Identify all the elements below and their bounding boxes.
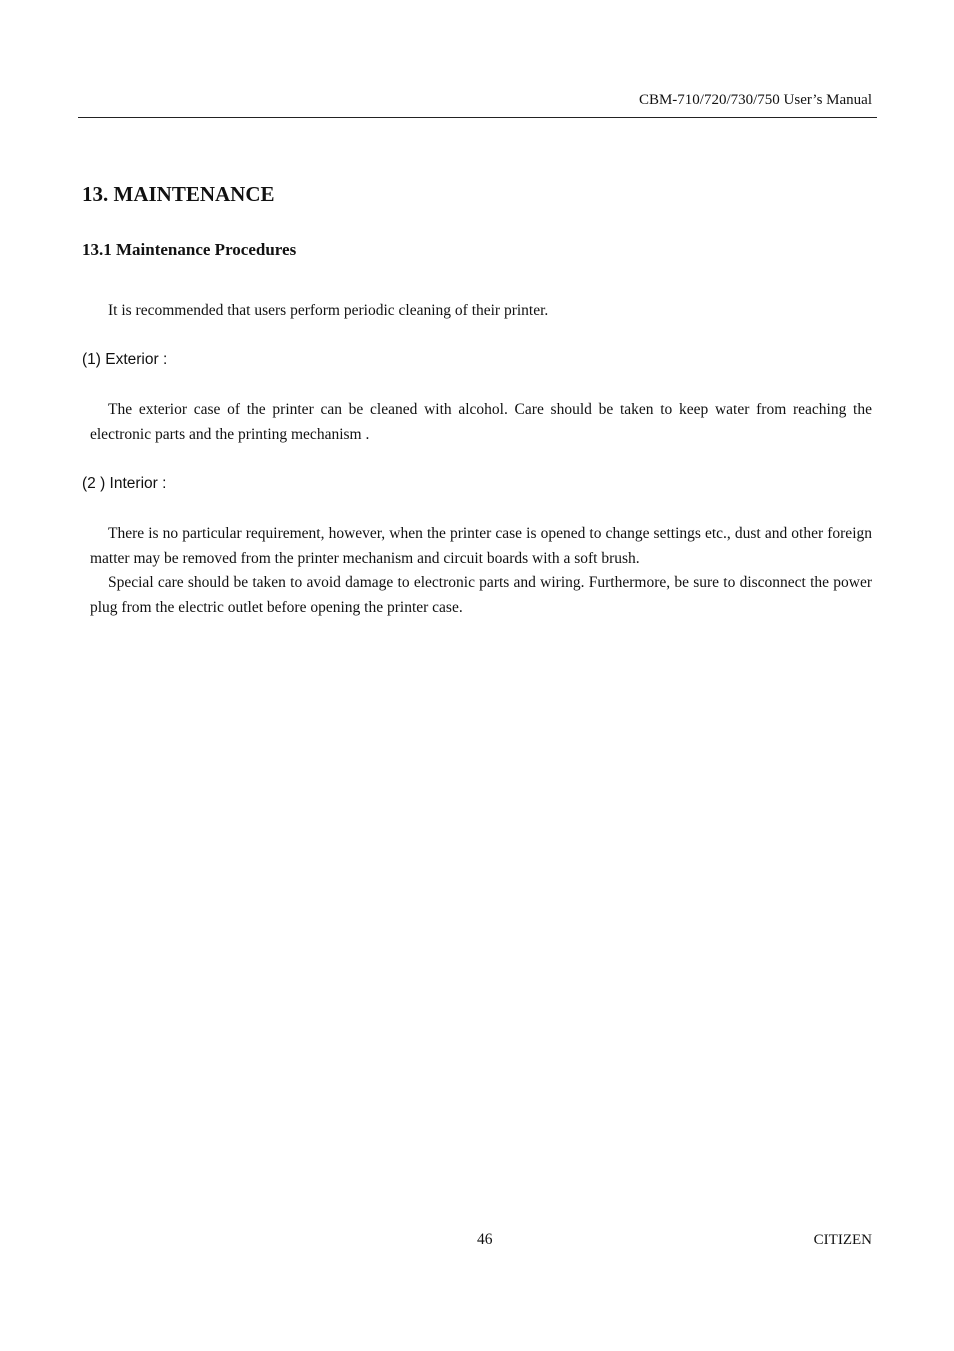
exterior-paragraph: The exterior case of the printer can be cleaned with alcohol. Care should be taken to keep water from reaching the electronic parts and the printing mechanism . <box>90 401 872 443</box>
running-header: CBM-710/720/730/750 User’s Manual <box>638 92 872 108</box>
interior-paragraph-2: Special care should be taken to avoid damage to electronic parts and wiring. Furthermore, be sure to disconnect the power plug from the electric outlet before opening the printer case. <box>90 574 872 616</box>
section-title: 13.1 Maintenance Procedures <box>82 240 297 259</box>
exterior-heading: (1) Exterior : <box>82 351 168 368</box>
header-divider <box>78 117 877 118</box>
intro-paragraph: It is recommended that users perform periodic cleaning of their printer. <box>108 302 549 319</box>
interior-heading: (2 ) Interior : <box>82 475 167 492</box>
page-number: 46 <box>477 1231 493 1248</box>
chapter-title: 13. MAINTENANCE <box>82 182 275 206</box>
footer-brand: CITIZEN <box>813 1232 872 1248</box>
interior-paragraph-1: There is no particular requirement, however, when the printer case is opened to change settings etc., dust and other foreign matter may be removed from the printer mechanism and circuit boards with a soft brush. <box>90 525 872 567</box>
